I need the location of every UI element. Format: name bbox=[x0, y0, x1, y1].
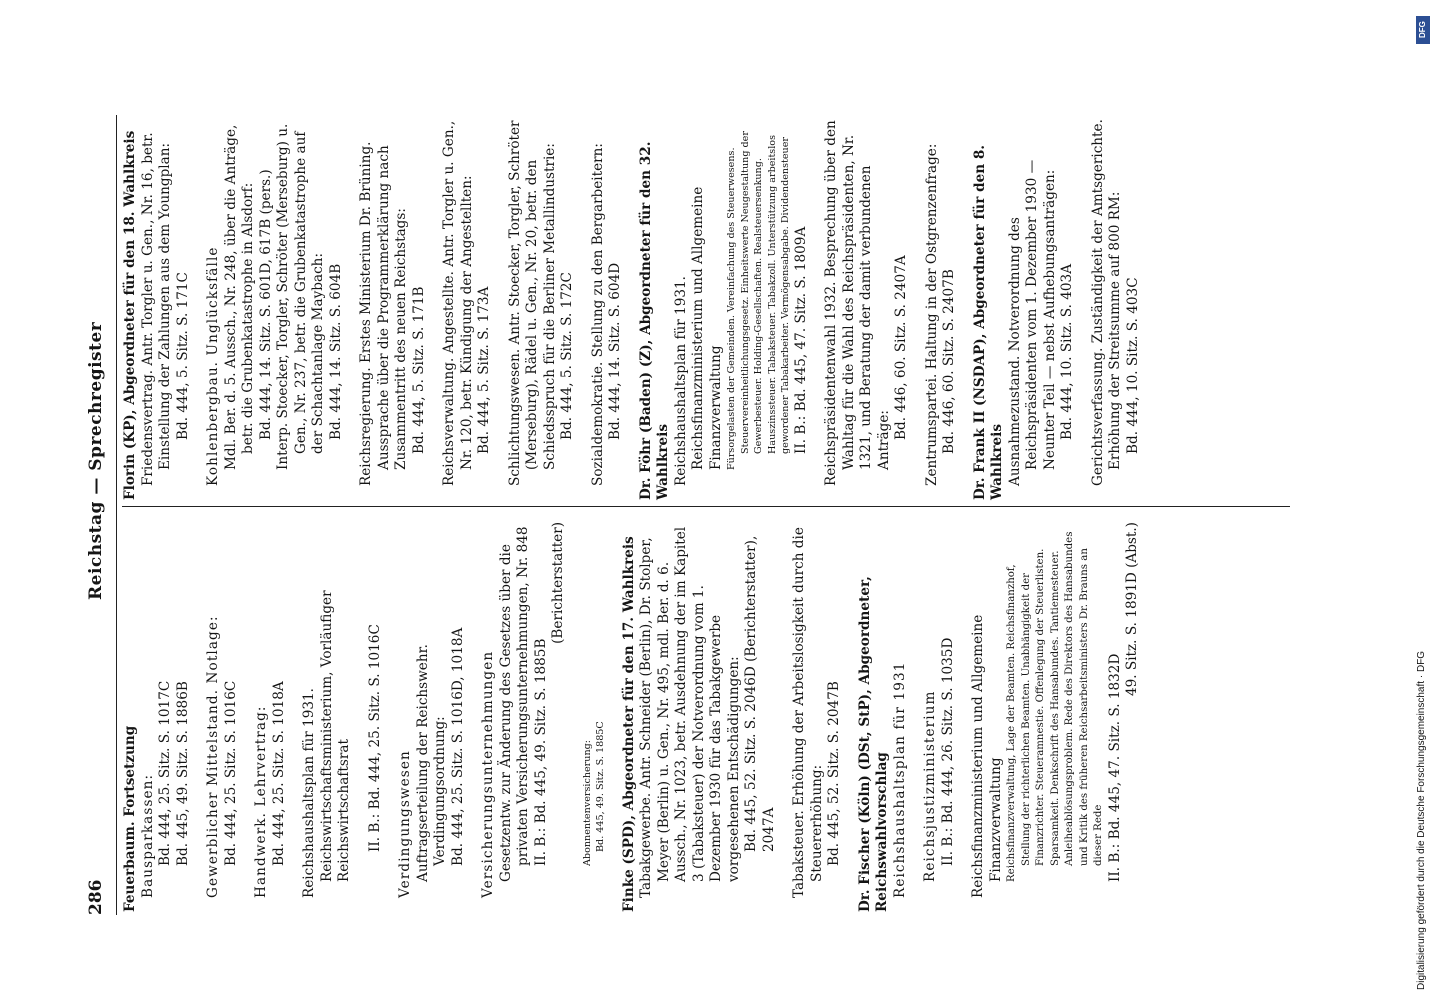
running-header bbox=[82, 115, 117, 915]
left-entry-line: II. B.: Bd. 445, 47. Sitz. S. 1832D bbox=[1106, 653, 1123, 882]
left-entry-line: II. B.: Bd. 445, 49. Sitz. S. 1885B bbox=[532, 638, 549, 866]
right-entry-line: Bd. 444, 14. Sitz. S. 604B bbox=[327, 263, 344, 440]
left-entry-line: Gewerblicher Mittelstand. Notlage: bbox=[205, 615, 221, 898]
right-entry-line: Ausnahmezustand. Notverordnung des Reichspräsidenten vom 1. Dezember 1930 — Neunter Teil — nebst Aufhebungsanträgen: bbox=[1006, 159, 1058, 486]
left-entry-line: Bd. 444, 25. Sitz. S. 1017C bbox=[157, 680, 173, 866]
right-column bbox=[122, 110, 1142, 500]
left-entry-line: Bd. 445, 52. Sitz. S. 2046D (Berichterstatter), 2047A bbox=[743, 535, 777, 852]
left-entry-line: II. B.: Bd. 444, 25. Sitz. S. 1016C bbox=[366, 624, 383, 852]
left-entry-line: II. B.: Bd. 444, 26. Sitz. S. 1035D bbox=[939, 637, 956, 866]
left-column bbox=[122, 522, 1142, 912]
right-entry-line: Bd. 444, 5. Sitz. S. 172C bbox=[559, 272, 575, 440]
right-entry-line: Bd. 444, 10. Sitz. S. 403C bbox=[1124, 277, 1141, 454]
right-entry-line: Gerichtsverfassung. Zuständigkeit der Amtsgerichte. Erhöhung der Streitsumme auf 800 RM: bbox=[1089, 119, 1123, 486]
right-entry-line: Bd. 444, 5. Sitz. S. 171C bbox=[174, 272, 191, 440]
right-entry-line: Reichshaushaltsplan für 1931. Reichsfinanzministerium und Allgemeine Finanzverwaltung bbox=[672, 186, 724, 486]
right-entry-line: Kohlenbergbau. Unglücksfälle bbox=[205, 246, 221, 486]
right-entry-line: Mdl. Ber. d. 5. Aussch., Nr. 248, über die Anträge, betr. die Grubenkatastrophe in Alsdorf: bbox=[222, 124, 256, 470]
left-entry-line: Tabakgewerbe. Antr. Schneider (Berlin), Dr. Stolper, Meyer (Berlin) u. Gen., Nr. 495, mdl. Ber. d. 6. Aussch., Nr. 1023, betr. Ausdehnung der im Kapitel 3 (Tabaksteuer) der Notverordnung vom 1. Dezember 1930 für das Tabakgewerbe vorgesehenen Entschädigungen: bbox=[638, 526, 742, 898]
left-entry-line: Bd. 444, 25. Sitz. S. 1016D, 1018A bbox=[449, 627, 466, 866]
left-entry-line: Tabaksteuer. Erhöhung der Arbeitslosigkeit durch die Steuererhöhung: bbox=[791, 527, 825, 898]
right-entry-line: Interp. Stoecker, Torgler, Schröter (Merseburg) u. Gen., Nr. 237, betr. die Grubenkatastrophe auf der Schachtanlage Maybach: bbox=[275, 123, 326, 470]
left-entry-line: Feuerbaum. Fortsetzung bbox=[122, 725, 138, 912]
left-entry-line: Dr. Fischer (Köln) (DSt, StP), Abgeordneter, Reichswahlvorschlag bbox=[856, 576, 890, 912]
right-entry-line: Reichspräsidentenwahl 1932. Besprechung über den Wahltag für die Wahl des Reichspräsidenten, Nr. 1321, und Beratung der damit verbundenen Anträge: bbox=[823, 120, 892, 486]
left-entry-line: Reichsjustizministerium bbox=[922, 690, 938, 882]
right-entry-line: Bd. 446, 60. Sitz. S. 2407A bbox=[893, 255, 909, 440]
dfg-logo: DFG bbox=[1416, 16, 1430, 44]
right-entry-line: Friedensvertrag. Antr. Torgler u. Gen., Nr. 16, betr. Einstellung der Zahlungen aus dem Youngplan: bbox=[139, 132, 173, 486]
left-entry-line: Auftragserteilung der Reichswehr. Verdingungsordnung: bbox=[414, 644, 448, 882]
right-entry-line: Zentrumspartei. Haltung in der Ostgrenzenfrage: bbox=[923, 143, 940, 486]
left-entry-line: (Berichterstatter) bbox=[550, 522, 566, 644]
digitization-sidebar bbox=[1414, 10, 1434, 990]
left-entry-line: Reichshaushaltsplan für 1931. Reichswirtschaftsministerium, Vorläufiger Reichswirtschaftsrat bbox=[301, 590, 352, 898]
right-entry-line: Reichsverwaltung. Angestellte. Antr. Torgler u. Gen., Nr. 120, betr. Kündigung der Angestellten: bbox=[441, 120, 475, 486]
left-entry-line: Reichshaushaltsplan für 1931 bbox=[891, 661, 908, 898]
left-entry-line: Gesetzentw. zur Änderung des Gesetzes über die privaten Versicherungsunternehmungen, Nr. 848 bbox=[497, 526, 531, 882]
column-divider bbox=[122, 506, 1290, 507]
left-entry-line: 49. Sitz. S. 1891D (Abst.) bbox=[1124, 522, 1140, 697]
left-entry-line: Handwerk. Lehrvertrag: bbox=[253, 705, 269, 898]
left-entry-line: Reichsfinanzverwaltung, Lage der Beamten. Reichsfinanzhof, Stellung der richterlichen Beamten. Unabhängigkeit der Finanzrichter. Steueramnestie. Offenlegung der Steuerlisten. Sparsamkeit. Denkschrift des Hansabundes. Tantiemesteuer. Anleiheablösungsproblem. Rede des Direktors des Hansabundes und Kritik des früheren Reichsarbeitsministers Dr. Brauns an dieser Rede bbox=[1006, 531, 1104, 882]
right-entry-line: Reichsregierung. Erstes Ministerium Dr. Brüning. Aussprache über die Programmerklärung nach Zusammentritt des neuen Reichstags: bbox=[358, 141, 409, 486]
right-entry-line: II. B.: Bd. 445, 47. Sitz. S. 1809A bbox=[792, 226, 809, 454]
right-entry-line: Bd. 446, 60. Sitz. S. 2407B bbox=[941, 269, 957, 454]
left-entry-line: Bd. 445, 49. Sitz. S. 1885C bbox=[595, 721, 606, 852]
left-entry-line: Bausparkassen: bbox=[139, 773, 156, 898]
right-entry-line: Fürsorgelasten der Gemeinden. Vereinfachung des Steuerwesens. Steuervereinheitlichungsgesetz. Einheitswerte Neugestaltung der Gewerbesteuer. Holding-Gesellschaften. Realsteuersenkung. Hauszinssteuer. Tabaksteuer. Tabakzoll. Unterstützung arbeitslos gewordener Tabakarbeiter. Vermögensabgabe. Dividendensteuer bbox=[726, 131, 791, 470]
left-entry-line: Bd. 444, 25. Sitz. S. 1016C bbox=[222, 680, 239, 866]
left-entry-line: Abonnentenversicherung: bbox=[581, 740, 593, 866]
right-entry-line: Schlichtungswesen. Antr. Stoecker, Torgler, Schröter (Merseburg), Rädel u. Gen., Nr. 20, betr. den Schiedsspruch für die Berliner Metallindustrie: bbox=[506, 120, 558, 486]
left-entry-line: Versicherungsunternehmungen bbox=[480, 650, 496, 898]
right-entry-line: Bd. 444, 5. Sitz. S. 171B bbox=[410, 286, 427, 454]
left-entry-line: Bd. 444, 25. Sitz. S. 1018A bbox=[270, 681, 287, 866]
right-entry-line: Florin (KP), Abgeordneter für den 18. Wahlkreis bbox=[122, 130, 138, 500]
right-entry-line: Bd. 444, 10. Sitz. S. 403A bbox=[1059, 263, 1075, 440]
left-entry-line: Finke (SPD), Abgeordneter für den 17. Wahlkreis bbox=[620, 536, 637, 912]
right-entry-line: Dr. Föhr (Baden) (Z), Abgeordneter für den 32. Wahlkreis bbox=[637, 141, 671, 500]
left-entry-line: Reichsfinanzministerium und Allgemeine Finanzverwaltung bbox=[970, 614, 1004, 898]
left-entry-line: Verdingungswesen bbox=[397, 750, 413, 898]
left-entry-line: Bd. 445, 52. Sitz. S. 2047B bbox=[826, 681, 842, 866]
page-number: 286 bbox=[86, 879, 106, 915]
right-entry-line: Bd. 444, 5. Sitz. S. 173A bbox=[476, 286, 492, 454]
left-entry-line: Bd. 445, 49. Sitz. S. 1886B bbox=[174, 681, 191, 866]
right-entry-line: Bd. 444, 14. Sitz. S. 601D, 617B (pers.) bbox=[257, 169, 274, 440]
page-title: Reichstag — Sprechregister bbox=[86, 321, 106, 600]
funding-credit: Digitalisierung gefördert durch die Deutsche Forschungsgemeinschaft · DFG bbox=[1416, 650, 1427, 990]
right-entry-line: Dr. Frank II (NSDAP), Abgeordneter für den 8. Wahlkreis bbox=[971, 144, 1005, 500]
right-entry-line: Bd. 444, 14. Sitz. S. 604D bbox=[607, 262, 623, 440]
right-entry-line: Sozialdemokratie. Stellung zu den Bergarbeitern: bbox=[589, 143, 606, 486]
